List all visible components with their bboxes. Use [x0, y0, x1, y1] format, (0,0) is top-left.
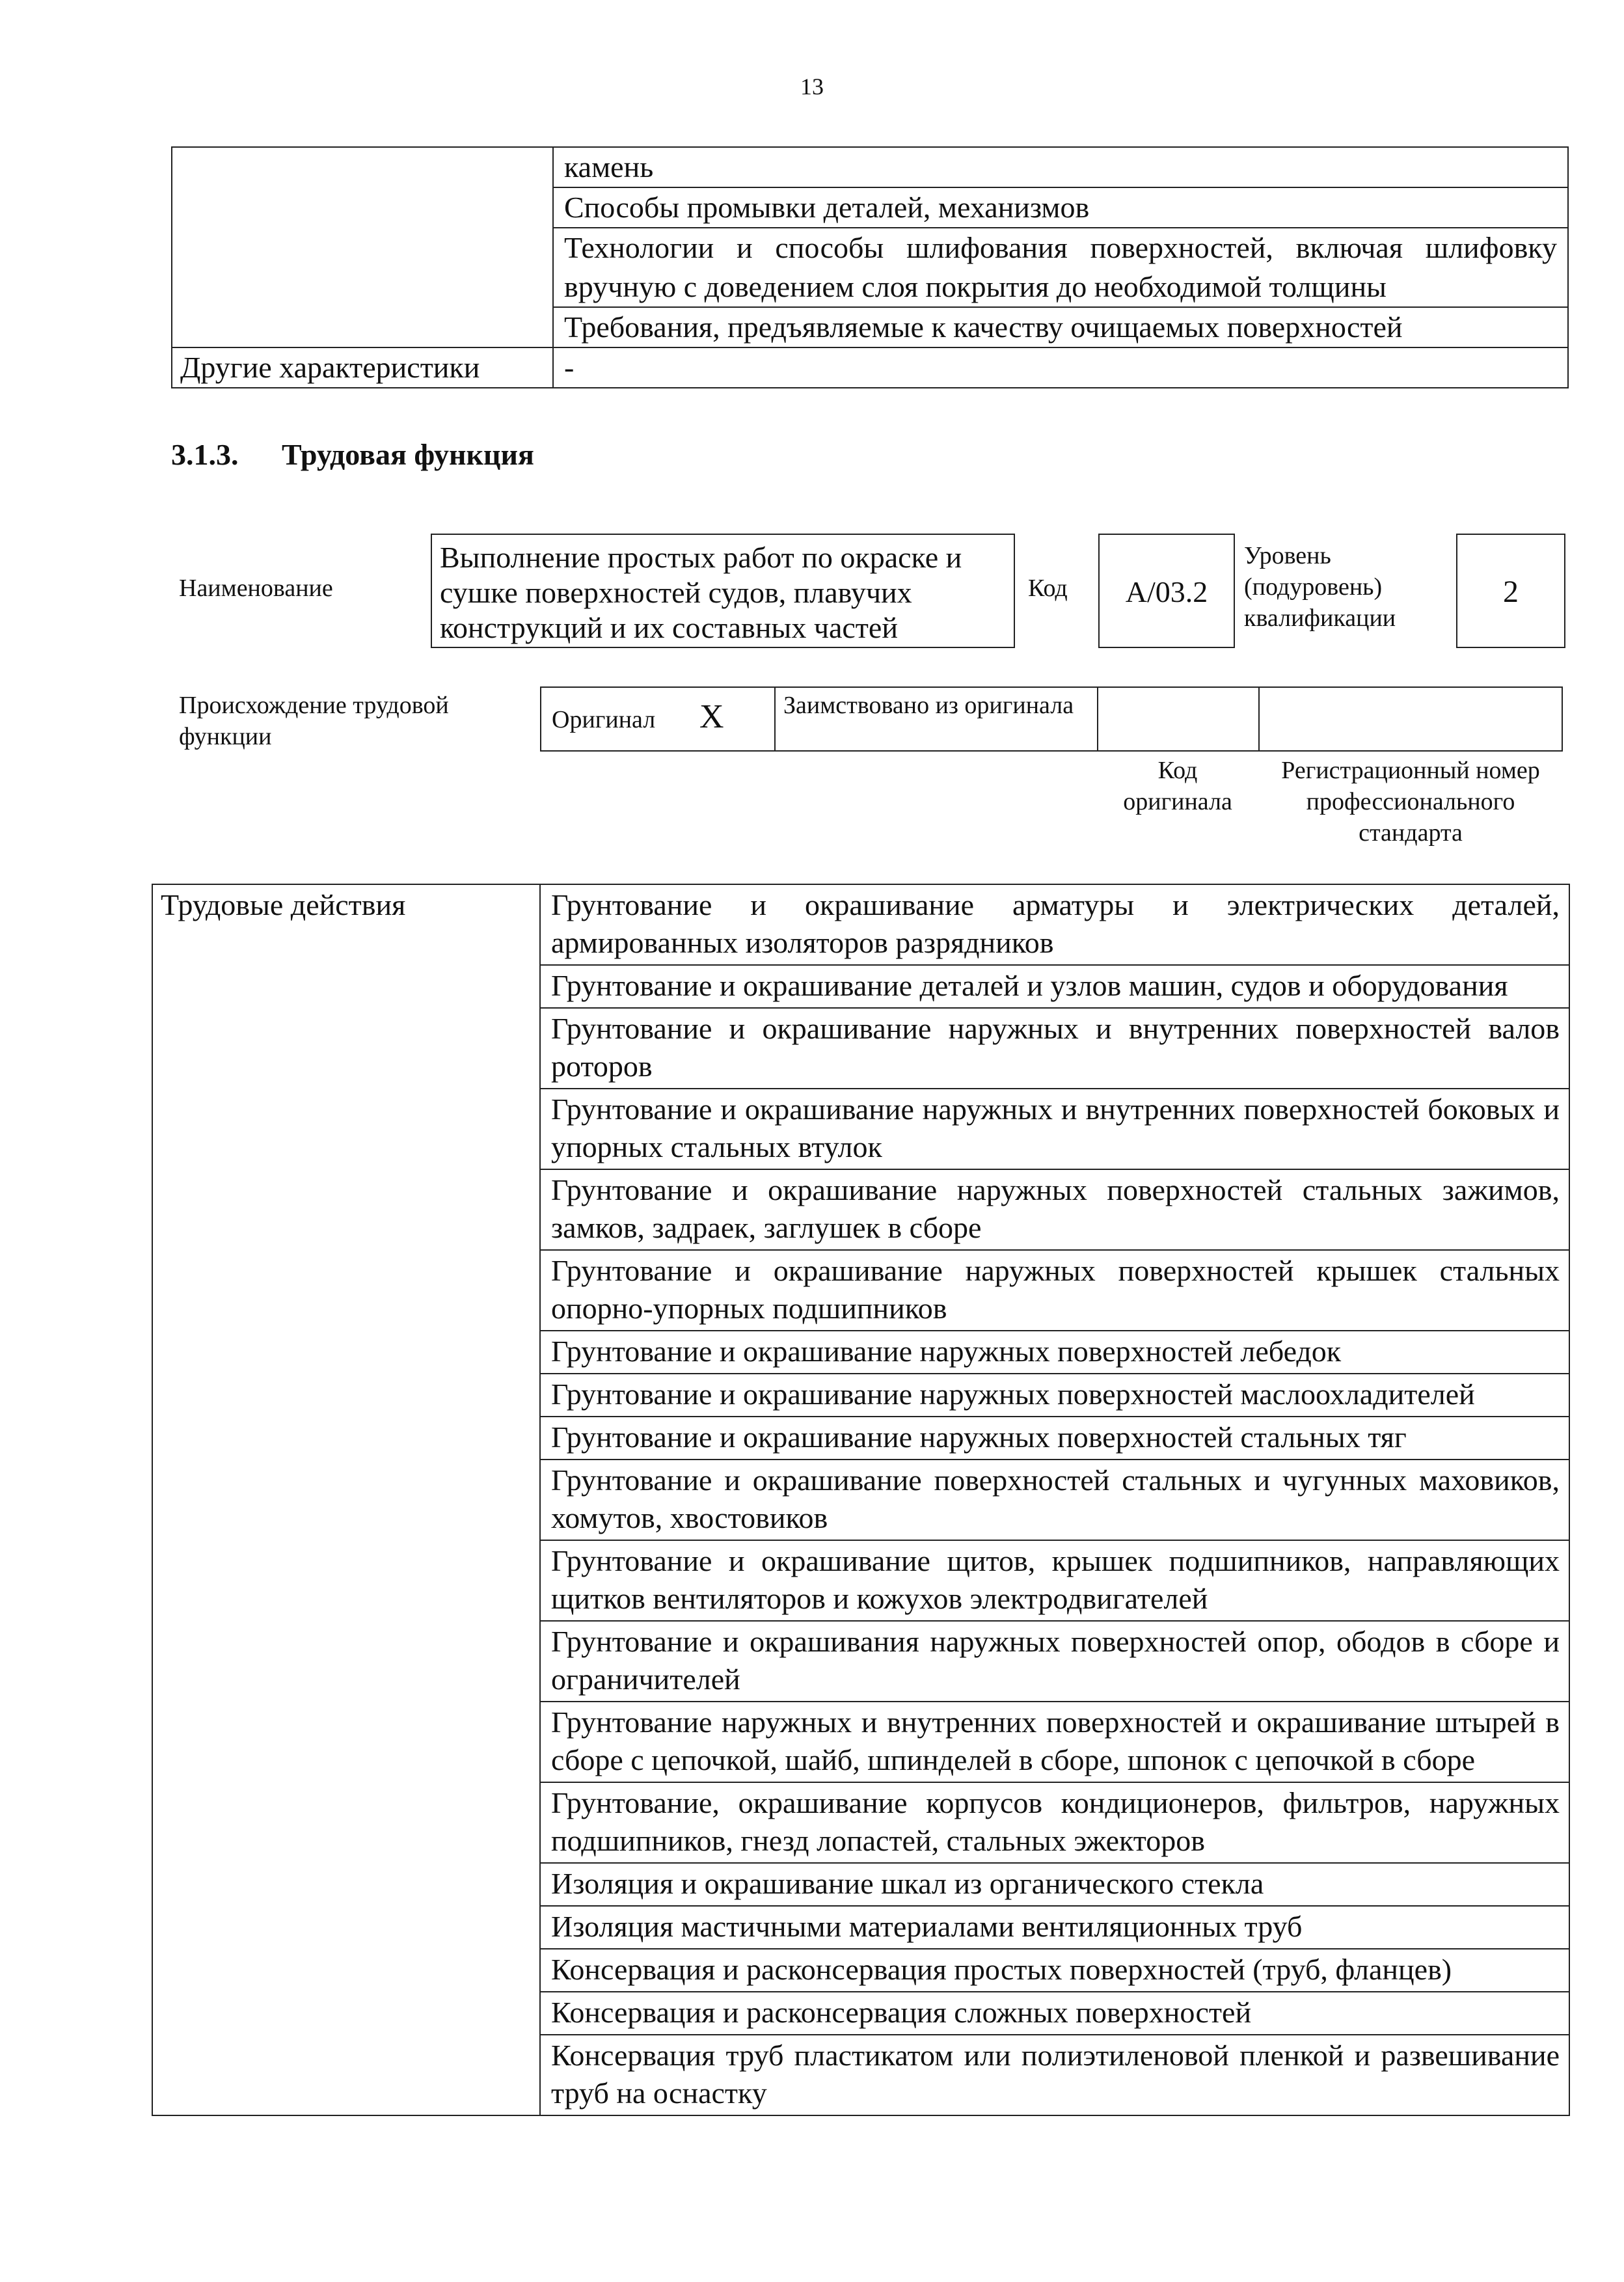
list-item: Консервация и расконсервация сложных поверхностей — [540, 1992, 1569, 2035]
list-item: Грунтование и окрашивание наружных поверхностей маслоохладителей — [540, 1374, 1569, 1417]
section-title-text: Трудовая функция — [282, 438, 534, 471]
origin-label: Происхождение трудовой функции — [179, 692, 449, 750]
divider — [1258, 686, 1260, 752]
labour-actions-label: Трудовые действия — [152, 884, 540, 2115]
table-cell: Способы промывки деталей, механизмов — [553, 187, 1568, 228]
list-item: Изоляция мастичными материалами вентиляционных труб — [540, 1906, 1569, 1949]
list-item: Консервация и расконсервация простых поверхностей (труб, фланцев) — [540, 1949, 1569, 1992]
list-item: Изоляция и окрашивание шкал из органического стекла — [540, 1863, 1569, 1906]
table-row — [172, 347, 1568, 388]
code-value: А/03.2 — [1098, 534, 1235, 648]
list-item: Грунтование и окрашивания наружных поверхностей опор, ободов в сборе и ограничителей — [540, 1621, 1569, 1702]
page-number: 13 — [800, 74, 824, 100]
list-item: Грунтование и окрашивание щитов, крышек подшипников, направляющих щитков вентиляторов и кожухов электродвигателей — [540, 1540, 1569, 1621]
section-number: 3.1.3. — [171, 438, 239, 471]
list-item: Грунтование и окрашивание наружных и внутренних поверхностей боковых и упорных стальных втулок — [540, 1089, 1569, 1169]
list-item: Грунтование и окрашивание наружных поверхностей стальных зажимов, замков, задраек, заглушек в сборе — [540, 1169, 1569, 1250]
reg-number-caption: Регистрационный номер профессионального стандарта — [1281, 757, 1540, 847]
list-item: Грунтование и окрашивание деталей и узлов машин, судов и оборудования — [540, 965, 1569, 1008]
list-item: Грунтование и окрашивание наружных поверхностей крышек стальных опорно-упорных подшипников — [540, 1250, 1569, 1331]
name-label: Наименование — [179, 575, 333, 602]
level-label: Уровень (подуровень) квалификации — [1244, 542, 1396, 632]
table-row — [172, 147, 1568, 187]
list-item: Грунтование и окрашивание поверхностей стальных и чугунных маховиков, хомутов, хвостовиков — [540, 1460, 1569, 1540]
labour-actions-table — [152, 884, 1570, 2116]
list-item: Грунтование и окрашивание наружных поверхностей лебедок — [540, 1331, 1569, 1374]
list-item: Консервация труб пластикатом или полиэтиленовой пленкой и развешивание труб на оснастку — [540, 2035, 1569, 2115]
list-item: Грунтование и окрашивание наружных поверхностей стальных тяг — [540, 1417, 1569, 1460]
original-label: Оригинал — [552, 706, 656, 733]
level-value: 2 — [1456, 534, 1565, 648]
list-item: Грунтование, окрашивание корпусов кондиционеров, фильтров, наружных подшипников, гнезд лопастей, стальных эжекторов — [540, 1782, 1569, 1863]
original-mark: X — [699, 698, 724, 735]
section-title — [171, 437, 534, 472]
table-cell: Технологии и способы шлифования поверхностей, включая шлифовку вручную с доведением слоя покрытия до необходимой толщины — [553, 228, 1568, 307]
knowledge-table — [171, 146, 1569, 388]
name-value: Выполнение простых работ по окраске и сушке поверхностей судов, плавучих конструкций и их составных частей — [431, 534, 1015, 648]
table-cell: камень — [553, 147, 1568, 187]
empty-label-cell — [172, 147, 553, 347]
divider — [1097, 686, 1098, 752]
list-item: Грунтование наружных и внутренних поверхностей и окрашивание штырей в сборе с цепочкой, шайб, шпинделей в сборе, шпонок с цепочкой в сборе — [540, 1702, 1569, 1782]
list-item: Грунтование и окрашивание арматуры и электрических деталей, армированных изоляторов разрядников — [540, 884, 1569, 965]
code-label: Код — [1028, 575, 1068, 602]
borrowed-label: Заимствовано из оригинала — [783, 692, 1074, 719]
table-cell: Требования, предъявляемые к качеству очищаемых поверхностей — [553, 307, 1568, 347]
other-characteristics-label: Другие характеристики — [172, 347, 553, 388]
table-row — [152, 884, 1569, 965]
other-characteristics-value: - — [553, 347, 1568, 388]
list-item: Грунтование и окрашивание наружных и внутренних поверхностей валов роторов — [540, 1008, 1569, 1089]
code-original-caption: Код оригинала — [1123, 757, 1232, 815]
divider — [774, 686, 776, 752]
